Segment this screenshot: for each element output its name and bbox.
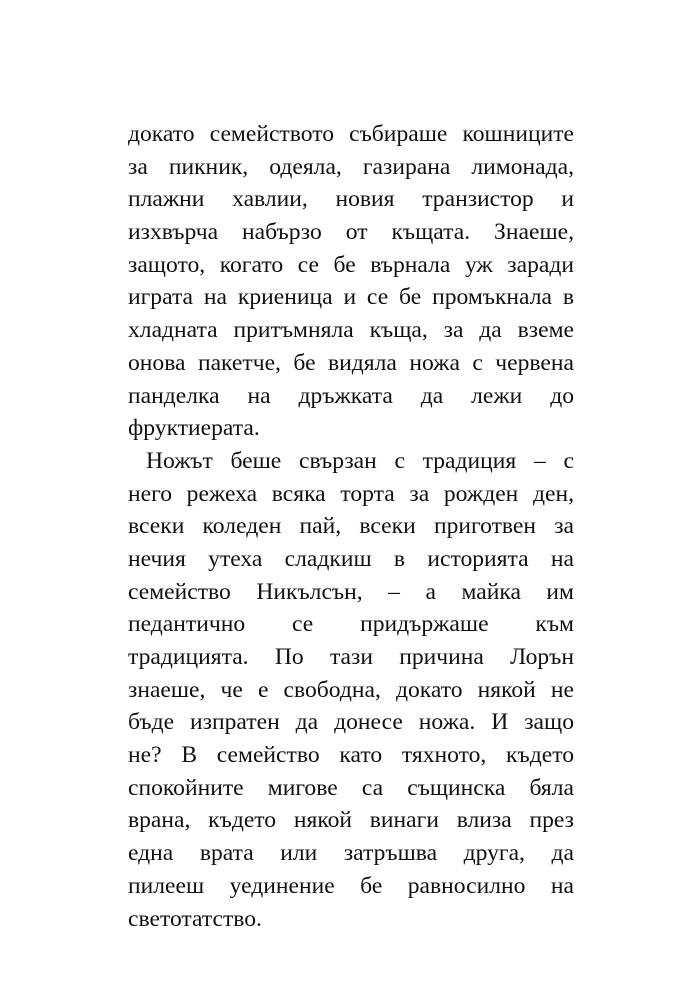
- text-line: спокойните мигове са същинска бяла: [128, 774, 574, 801]
- text-line: изхвърча набързо от къщата. Знаеше,: [128, 219, 574, 246]
- text-line: врана, където някой винаги влиза през: [128, 807, 574, 834]
- text-line: за пикник, одеяла, газирана лимонада,: [128, 153, 574, 180]
- text-line: педантично се придържаше към: [128, 611, 574, 638]
- text-line: докато семейството събираше кошниците: [128, 121, 574, 147]
- text-line: панделка на дръжката да лежи до: [128, 382, 574, 409]
- text-line: бъде изпратен да донесе ножа. И защо: [128, 709, 574, 736]
- text-line: светотатство.: [128, 905, 262, 932]
- text-line: пилееш уединение бе равносилно на: [128, 872, 574, 899]
- text-line: хладната притъмняла къща, за да вземе: [128, 317, 574, 344]
- text-line: не? В семейство като тяхното, където: [128, 742, 574, 769]
- text-line: него режеха всяка торта за рожден ден,: [128, 480, 574, 507]
- text-line: традицията. По тази причина Лорън: [128, 644, 574, 670]
- text-line: играта на криеница и се бе промъкнала в: [128, 284, 574, 311]
- text-line: Ножът беше свързан с традиция – с: [146, 447, 574, 474]
- text-line: една врата или затръшва друга, да: [128, 840, 574, 867]
- text-line: онова пакетче, бе видяла ножа с червена: [128, 349, 574, 376]
- text-line: фруктиерата.: [128, 415, 260, 442]
- text-line: знаеше, че е свободна, докато някой не: [128, 676, 574, 703]
- text-line: нечия утеха сладкиш в историята на: [128, 545, 574, 572]
- text-line: плажни хавлии, новия транзистор и: [128, 186, 574, 213]
- text-line: всеки коледен пай, всеки приготвен за: [128, 513, 574, 540]
- text-line: семейство Никълсън, – а майка им: [128, 578, 574, 605]
- body-text: [128, 118, 574, 935]
- text-line: защото, когато се бе върнала уж заради: [128, 251, 574, 278]
